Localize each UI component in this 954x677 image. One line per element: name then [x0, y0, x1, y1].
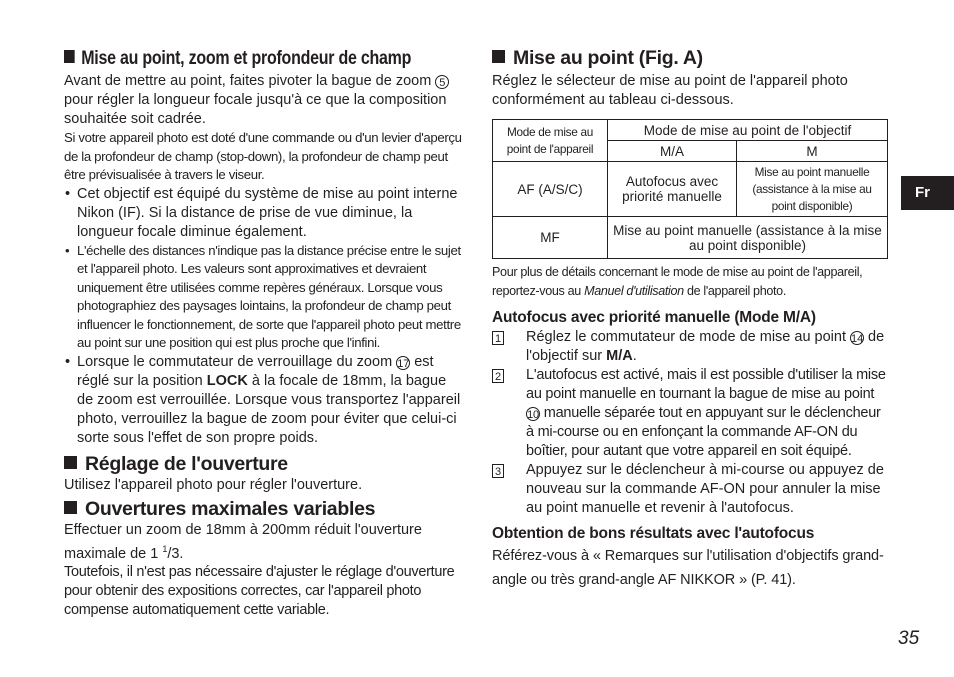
heading-focus: Mise au point (Fig. A): [492, 46, 888, 70]
table-corner-header: Mode de mise au point de l'appareil: [493, 120, 608, 162]
column-header-m: M: [737, 141, 888, 162]
column-header-ma: M/A: [608, 141, 737, 162]
table-cell: Mise au point manuelle (assistance à la mise au point disponible): [737, 162, 888, 217]
row-label-af: AF (A/S/C): [493, 162, 608, 217]
square-bullet-icon: [492, 50, 505, 63]
heading-zoom: Mise au point, zoom et profondeur de champ: [64, 46, 390, 70]
heading-good-results: Obtention de bons résultats avec l'autofocus: [492, 525, 815, 542]
square-bullet-icon: [64, 501, 77, 514]
step-text: Réglez le commutateur de mode de mise au point 14 de l'objectif sur M/A.: [526, 329, 885, 364]
paragraph-dof: Si votre appareil photo est doté d'une commande ou d'un levier d'aperçu de la profondeur de champ (stop-down), la profondeur de champ peut être prévisualisée à travers le viseur.: [64, 130, 462, 182]
focus-mode-table: [492, 119, 888, 259]
table-cell: Autofocus avec priorité manuelle: [608, 162, 737, 217]
language-tab: Fr: [901, 176, 954, 210]
step-number: 2: [492, 369, 504, 383]
row-label-mf: MF: [493, 217, 608, 259]
step-text: L'autofocus est activé, mais il est possible d'utiliser la mise au point manuelle en tournant la bague de mise au point 10 manuelle séparée tout en appuyant sur le déclencheur à mi-course ou en enfonçant la commande AF-ON du boîtier, pour autant que votre appareil en soit équipé.: [526, 367, 886, 459]
left-column: [64, 46, 462, 620]
table-note: Pour plus de détails concernant le mode de mise au point de l'appareil, reportez-vous au Manuel d'utilisation de l'appareil photo.: [492, 265, 863, 298]
step-number: 3: [492, 464, 504, 478]
paragraph-max-aperture-note: Toutefois, il n'est pas nécessaire d'ajuster le réglage d'ouverture pour obtenir des expositions correctes, car l'appareil photo compense automatiquement cette variable.: [64, 564, 455, 619]
heading-af-priority: Autofocus avec priorité manuelle (Mode M/A): [492, 309, 816, 326]
list-item: • Lorsque le commutateur de verrouillage du zoom 17 est réglé sur la position LOCK à la focale de 18mm, la bague de zoom est verrouillée. Lorsque vous transportez l'appareil photo, verrouillez la bague de zoom pour éviter que celui-ci sorte sous l'effet de son propre poids.: [64, 353, 462, 448]
step-number: 1: [492, 331, 504, 345]
zoom-lock-callout: 17: [397, 357, 410, 370]
zoom-ring-callout: 5: [435, 75, 449, 89]
heading-aperture: Réglage de l'ouverture: [64, 452, 462, 476]
right-column: [492, 46, 888, 592]
notes-list: [64, 185, 462, 448]
step-1: [492, 328, 888, 366]
paragraph-aperture: Utilisez l'appareil photo pour régler l'ouverture.: [64, 476, 363, 493]
square-bullet-icon: [64, 50, 75, 63]
paragraph-good-results: Référez-vous à « Remarques sur l'utilisation d'objectifs grand-angle ou très grand-angle AF NIKKOR » (P. 41).: [492, 548, 884, 588]
list-item: • Cet objectif est équipé du système de mise au point interne Nikon (IF). Si la distance de prise de vue diminue, la longueur focale diminue également.: [64, 185, 462, 242]
focus-ring-callout: 10: [527, 409, 539, 421]
step-3: [492, 461, 888, 518]
step-2: [492, 366, 888, 461]
heading-max-aperture: Ouvertures maximales variables: [64, 497, 462, 521]
focus-switch-callout: 14: [851, 333, 864, 345]
page-number: 35: [898, 628, 920, 649]
paragraph-focus: Réglez le sélecteur de mise au point de l'appareil photo conformément au tableau ci-dessous.: [492, 73, 848, 108]
square-bullet-icon: [64, 456, 77, 469]
lens-mode-header: Mode de mise au point de l'objectif: [608, 120, 888, 141]
table-cell: Mise au point manuelle (assistance à la mise au point disponible): [608, 217, 888, 259]
paragraph-max-aperture: Effectuer un zoom de 18mm à 200mm réduit l'ouverture maximale de 1 $^1$/3.: [64, 521, 422, 562]
step-text: Appuyez sur le déclencheur à mi-course ou appuyez de nouveau sur la commande AF-ON pour annuler la mise au point manuelle et revenir à l'autofocus.: [526, 462, 884, 516]
paragraph-zoom: Avant de mettre au point, faites pivoter la bague de zoom 5 pour régler la longueur focale jusqu'à ce que la composition souhaitée soit cadrée.: [64, 72, 462, 129]
list-item: • L'échelle des distances n'indique pas la distance précise entre le sujet et l'appareil photo. Les valeurs sont approximatives et devraient uniquement être utilisées comme repères généraux. Lorsque vous photographiez des paysages lointains, la profondeur de champ peut influencer le fonctionnement, de sorte que l'appareil photo peut mettre au point sur une position qui est plus proche que l'infini.: [64, 242, 462, 353]
